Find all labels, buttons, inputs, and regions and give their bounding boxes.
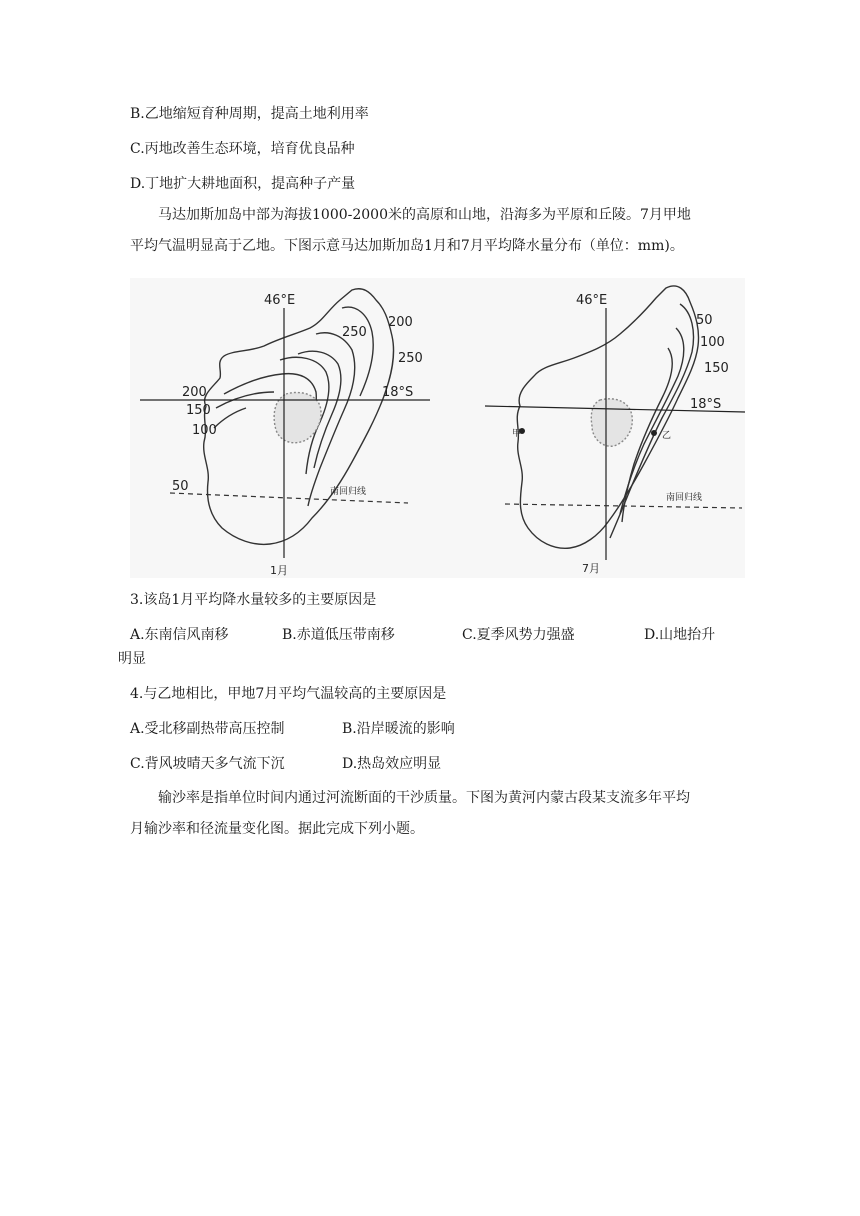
q4-options-row2	[130, 754, 730, 774]
q3-options	[118, 625, 730, 667]
january-isoline-label-200-ne: 200	[388, 315, 413, 330]
january-isoline-label-200-w: 200	[182, 385, 207, 400]
point-yi-label: 乙	[662, 431, 672, 441]
closing-paragraph	[130, 783, 742, 845]
option-c-top: C.丙地改善生态环境，培育优良品种	[130, 141, 355, 157]
q3-option-b: B.赤道低压带南移	[282, 627, 395, 643]
january-isoline-label-250-n: 250	[342, 325, 367, 340]
july-month-label: 7月	[582, 562, 600, 575]
option-d-top: D.丁地扩大耕地面积，提高种子产量	[130, 176, 356, 192]
closing-line-1: 输沙率是指单位时间内通过河流断面的干沙质量。下图为黄河内蒙古段某支流多年平均	[158, 790, 690, 806]
intro-line-1: 马达加斯加岛中部为海拔1000-2000米的高原和山地，沿海多为平原和丘陵。7月甲地	[158, 207, 691, 223]
july-meridian-label: 46°E	[576, 293, 608, 308]
point-yi-marker	[651, 430, 657, 436]
january-tropic-label: 南回归线	[330, 487, 367, 497]
option-b-top: B.乙地缩短育种周期，提高土地利用率	[130, 106, 369, 122]
point-jia-label: 甲	[512, 429, 522, 439]
q4-stem: 4.与乙地相比，甲地7月平均气温较高的主要原因是	[130, 686, 447, 702]
q3-option-d-wrap: 明显	[118, 651, 146, 667]
q3-stem: 3.该岛1月平均降水量较多的主要原因是	[130, 592, 377, 608]
july-parallel-label: 18°S	[690, 397, 722, 412]
q4-option-a: A.受北移副热带高压控制	[130, 721, 285, 737]
january-isoline-label-250-e: 250	[398, 351, 423, 366]
intro-paragraph	[130, 200, 742, 262]
july-tropic-label: 南回归线	[666, 493, 703, 503]
q3-option-d: D.山地抬升	[644, 627, 716, 643]
january-isoline-label-150: 150	[186, 403, 211, 418]
q4-options-row1	[130, 719, 730, 739]
january-isoline-label-100: 100	[192, 423, 217, 438]
q3-option-a: A.东南信风南移	[130, 627, 229, 643]
july-isoline-label-50: 50	[696, 313, 713, 328]
july-isoline-label-100: 100	[700, 335, 725, 350]
january-parallel-label: 18°S	[382, 385, 414, 400]
january-meridian-label: 46°E	[264, 293, 296, 308]
july-isoline-label-150: 150	[704, 361, 729, 376]
q4-option-c: C.背风坡晴天多气流下沉	[130, 756, 285, 772]
january-isoline-label-50: 50	[172, 479, 189, 494]
q4-option-b: B.沿岸暖流的影响	[342, 721, 455, 737]
january-month-label: 1月	[270, 564, 288, 577]
closing-line-2: 月输沙率和径流量变化图。据此完成下列小题。	[130, 821, 424, 837]
intro-line-2: 平均气温明显高于乙地。下图示意马达加斯加岛1月和7月平均降水量分布（单位：mm)。	[130, 238, 684, 254]
madagascar-precipitation-figure	[130, 278, 745, 578]
q4-option-d: D.热岛效应明显	[342, 756, 442, 772]
q3-option-c: C.夏季风势力强盛	[462, 627, 575, 643]
